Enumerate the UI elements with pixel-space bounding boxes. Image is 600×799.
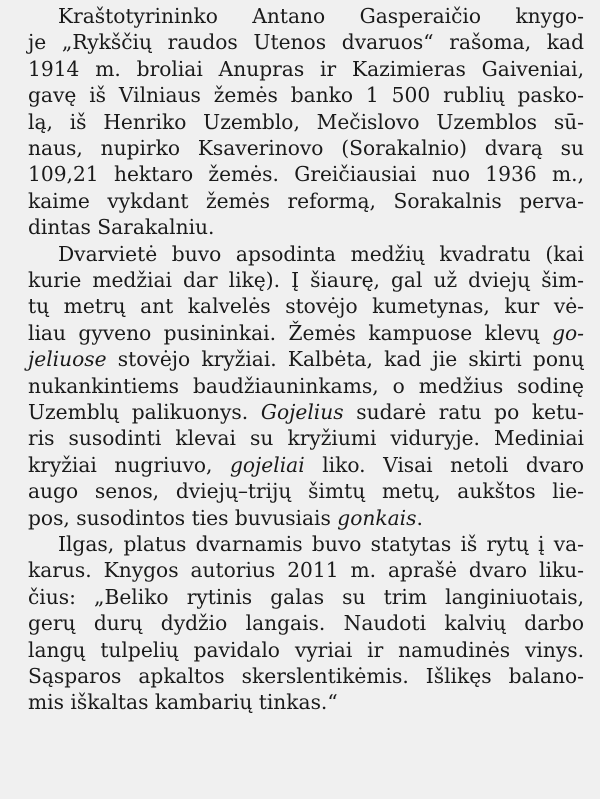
text-line bbox=[28, 161, 584, 187]
text-line bbox=[28, 399, 584, 425]
italic-term: gojeliai bbox=[229, 452, 305, 477]
text-line bbox=[28, 214, 584, 240]
text-line bbox=[58, 3, 584, 29]
text-span: stovėjo kryžiai. Kalbėta, kad jie skirti ponų bbox=[106, 347, 584, 372]
text-line bbox=[28, 584, 584, 610]
text-span: Kraštotyrininko Antano Gasperaičio knygo- bbox=[58, 4, 584, 28]
text-line bbox=[28, 109, 584, 135]
text-span: kryžiai nugriuvo, bbox=[28, 452, 230, 477]
text-span: tų metrų ant kalvelės stovėjo kumetynas, kur vė- bbox=[28, 294, 584, 319]
text-line bbox=[28, 135, 584, 161]
text-span: pos, susodintos ties buvusiais bbox=[28, 505, 338, 530]
text-line bbox=[58, 241, 584, 267]
text-line bbox=[28, 293, 584, 319]
text-line bbox=[28, 637, 584, 663]
text-span: lą, iš Henriko Uzemblo, Mečislovo Uzemblos sū- bbox=[28, 109, 584, 134]
text-span: Uzemblų palikuonys. bbox=[28, 400, 261, 424]
text-line bbox=[28, 56, 584, 82]
text-line bbox=[58, 531, 584, 557]
text-span: gavę iš Vilniaus žemės banko 1 500 rublių pasko- bbox=[28, 83, 584, 108]
text-span: liau gyveno pusininkai. Žemės kampuose klevų bbox=[28, 320, 553, 345]
text-line bbox=[28, 373, 584, 399]
text-span: karus. Knygos autorius 2011 m. aprašė dvaro liku- bbox=[28, 558, 584, 583]
text-span: čius: „Beliko rytinis galas su trim langiniuotais, bbox=[28, 584, 584, 609]
text-span: Dvarvietė buvo apsodinta medžių kvadratu (kai bbox=[58, 241, 584, 266]
text-line bbox=[28, 320, 584, 346]
italic-term: Gojelius bbox=[260, 400, 344, 424]
text-span: kaime vykdant žemės reformą, Sorakalnis perva- bbox=[28, 188, 584, 213]
text-span: naus, nupirko Ksaverinovo (Sorakalnio) dvarą su bbox=[28, 136, 584, 160]
text-line bbox=[28, 267, 584, 293]
text-span: Ilgas, platus dvarnamis buvo statytas iš rytų į va- bbox=[58, 532, 584, 556]
text-line bbox=[28, 610, 584, 636]
text-line bbox=[28, 689, 584, 715]
text-span: mis iškaltas kambarių tinkas.“ bbox=[28, 690, 338, 715]
text-line bbox=[28, 663, 584, 689]
italic-term: gonkais bbox=[337, 505, 417, 530]
text-line bbox=[28, 505, 584, 531]
text-span: Sąsparos apkaltos skerslentikėmis. Išlikęs balano- bbox=[28, 664, 584, 688]
text-span: liko. Visai netoli dvaro bbox=[304, 452, 585, 477]
text-span: 109,21 hektaro žemės. Greičiausiai nuo 1936 m., bbox=[28, 162, 584, 187]
text-span: kurie medžiai dar likę). Į šiaurę, gal už dviejų šim- bbox=[28, 268, 584, 292]
text-line bbox=[28, 452, 584, 478]
text-line bbox=[28, 557, 584, 583]
text-line bbox=[28, 82, 584, 108]
text-span: . bbox=[416, 505, 423, 530]
text-span: dintas Sarakalniu. bbox=[28, 215, 215, 240]
text-span: gerų durų dydžio langais. Naudoti kalvių darbo bbox=[28, 611, 584, 636]
text-span: sudarė ratu po ketu- bbox=[343, 400, 585, 424]
text-line bbox=[28, 478, 584, 504]
text-line bbox=[28, 188, 584, 214]
text-span: nukankintiems baudžiauninkams, o medžius sodinę bbox=[28, 373, 584, 398]
italic-term: go- bbox=[552, 320, 584, 345]
text-span: 1914 m. broliai Anupras ir Kazimieras Gaiveniai, bbox=[28, 56, 584, 81]
text-line bbox=[28, 425, 584, 451]
text-line bbox=[28, 346, 584, 372]
text-line bbox=[28, 29, 584, 55]
text-span: je „Rykščių raudos Utenos dvaruos“ rašoma, kad bbox=[28, 30, 584, 55]
text-span: langų tulpelių pavidalo vyriai ir namudinės vinys. bbox=[28, 637, 584, 662]
text-span: ris susodinti klevai su kryžiumi viduryje. Mediniai bbox=[28, 426, 584, 451]
text-span: augo senos, dviejų–trijų šimtų metų, aukštos lie- bbox=[28, 479, 584, 504]
italic-term: jeliuose bbox=[28, 347, 107, 372]
